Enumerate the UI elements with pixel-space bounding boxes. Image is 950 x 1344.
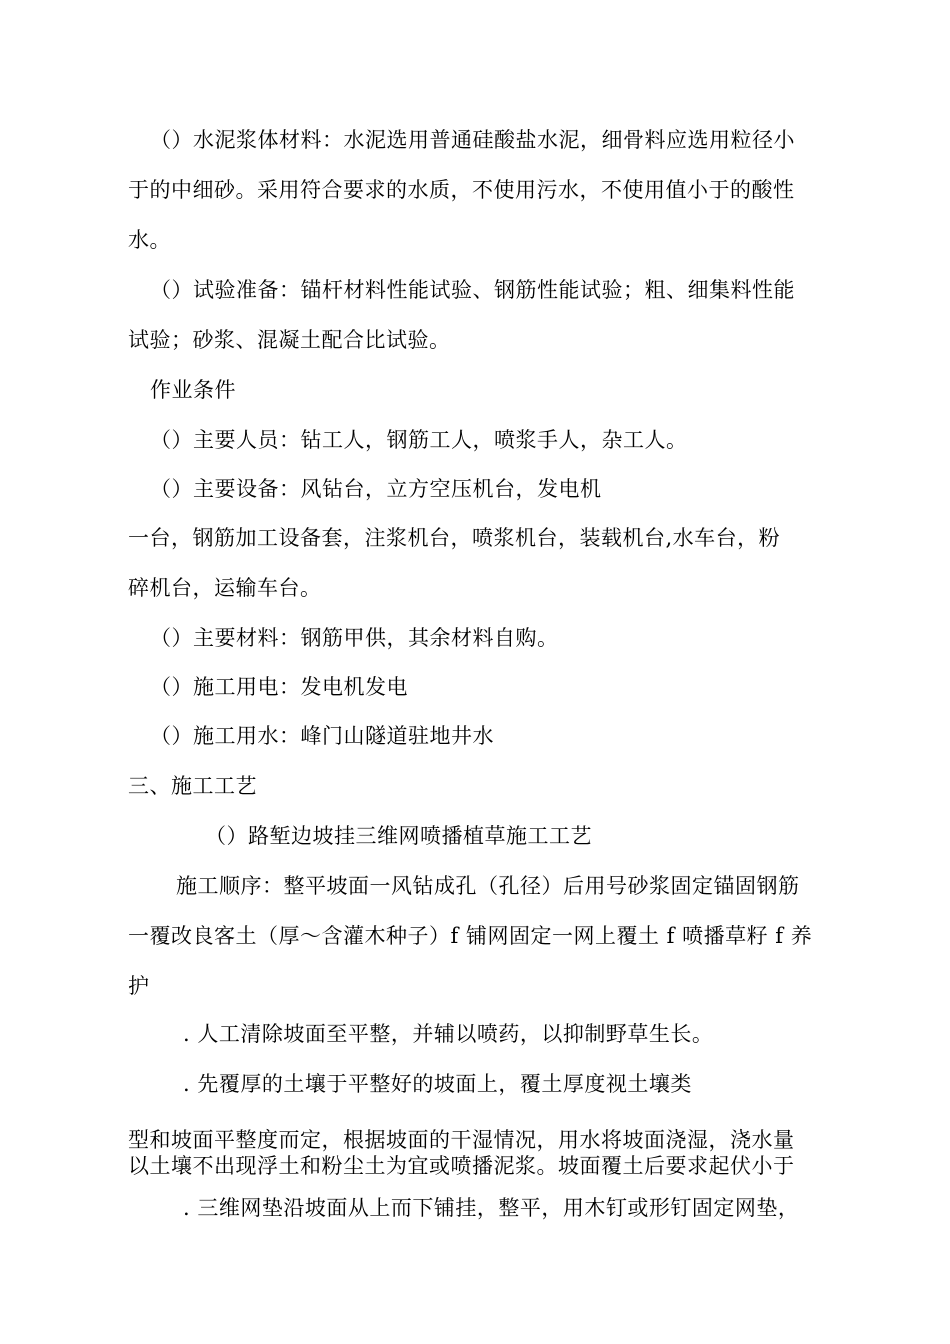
text-line: 型和坡面平整度而定，根据坡面的干湿情况，用水将坡面浇湿，浇水量 xyxy=(128,1128,795,1152)
section-heading: 三、施工工艺 xyxy=(128,774,257,798)
text-line: （）主要人员：钻工人，钢筋工人，喷浆手人，杂工人。 xyxy=(150,428,688,452)
text-line: （）主要材料：钢筋甲供，其余材料自购。 xyxy=(150,626,559,650)
text-line: 试验；砂浆、混凝土配合比试验。 xyxy=(128,328,451,352)
text-line: 一台，钢筋加工设备套，注浆机台，喷浆机台，装载机台,水车台，粉 xyxy=(128,526,781,550)
text-line: 护 xyxy=(128,974,150,998)
text-line: （）施工用水：峰门山隧道驻地井水 xyxy=(150,724,494,748)
text-line: （）试验准备：锚杆材料性能试验、钢筋性能试验；粗、细集料性能 xyxy=(150,278,795,302)
text-line: 于的中细砂。采用符合要求的水质，不使用污水，不使用值小于的酸性 xyxy=(128,178,795,202)
text-line: 一覆改良客土（厚～含灌木种子）f 铺网固定一网上覆土 f 喷播草籽 f 养 xyxy=(128,924,813,948)
section-heading: 作业条件 xyxy=(150,378,236,402)
text-line: （）水泥浆体材料：水泥选用普通硅酸盐水泥，细骨料应选用粒径小 xyxy=(150,128,795,152)
subsection-heading: （）路堑边坡挂三维网喷播植草施工工艺 xyxy=(205,824,592,848)
text-line: 以土壤不出现浮土和粉尘土为宜或喷播泥浆。坡面覆土后要求起伏小于 xyxy=(128,1154,795,1178)
text-line: . 三维网垫沿坡面从上而下铺挂，整平，用木钉或形钉固定网垫， xyxy=(183,1196,800,1220)
text-line: . 人工清除坡面至平整，并辅以喷药，以抑制野草生长。 xyxy=(183,1022,714,1046)
text-line: （）主要设备：风钻台，立方空压机台，发电机 xyxy=(150,477,602,501)
text-line: （）施工用电：发电机发电 xyxy=(150,675,408,699)
text-line: . 先覆厚的土壤于平整好的坡面上，覆土厚度视土壤类 xyxy=(183,1072,692,1096)
text-line: 水。 xyxy=(128,228,171,252)
text-line: 施工顺序：整平坡面一风钻成孔（孔径）后用号砂浆固定锚固钢筋 xyxy=(176,874,800,898)
text-line: 碎机台，运输车台。 xyxy=(128,576,322,600)
